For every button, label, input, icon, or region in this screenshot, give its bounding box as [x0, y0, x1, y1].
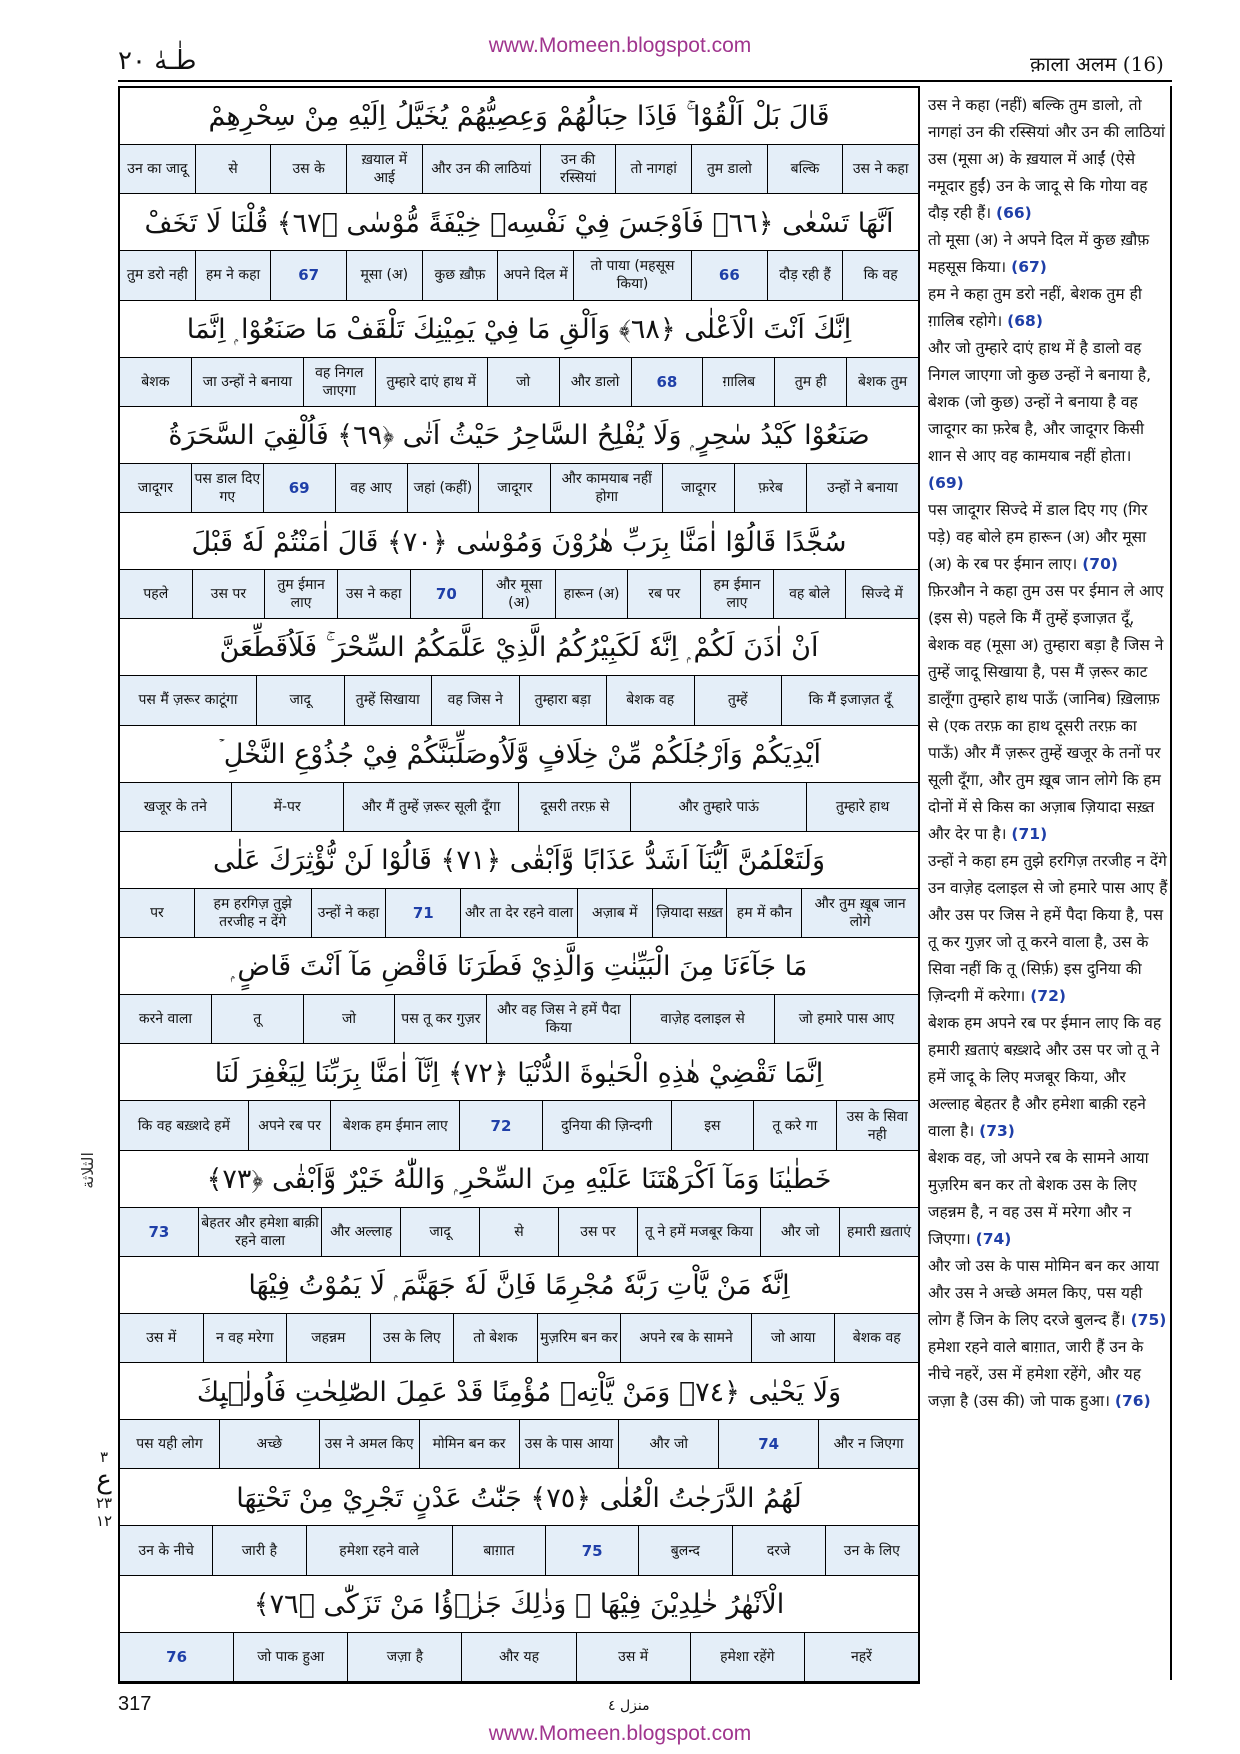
translation-paragraph: [928, 1145, 1168, 1253]
translation-text: फ़िरऔन ने कहा तुम उस पर ईमान ले आए (इस से) पहले कि मैं तुम्हें इजाज़त दूँ, बेशक वह (मूसा अ) तुम्हारा बड़ा है जिस ने तुम्हें जादू सिखाया है, पस मैं ज़रूर काट डालूँगा तुम्हारे हाथ पाऊँ (जानिब) ख़िलाफ़ से (एक तरफ़ का हाथ दूसरी तरफ़ का पाऊँ) और मैं ज़रूर तुम्हें खजूर के तनों पर सूली दूँगा, और तुम ख़ूब जान लोगे कि हम दोनों में से किस का अज़ाब ज़ियादा सख़्त और देर पा है।: [928, 582, 1164, 843]
header-rule: [118, 80, 1172, 82]
word-meaning-cell: बाग़ात: [452, 1526, 545, 1574]
translation-text: हमेशा रहने वाले बाग़ात, जारी हैं उन के नीचे नहरें, उस में हमेशा रहेंगे, और यह जज़ा है (उस की) जो पाक हुआ।: [928, 1338, 1144, 1410]
word-meaning-cell: उस पर: [192, 570, 265, 618]
word-meaning-cell: जो आया: [751, 1314, 835, 1362]
word-meaning-cell: अपने रब पर: [248, 1101, 330, 1149]
arabic-verse-line: سُجَّدًا قَالُوْٓا اٰمَنَّا بِرَبِّ هٰرُوْنَ وَمُوْسٰى ﴿٧٠﴾ قَالَ اٰمَنْتُمْ لَهٗ قَبْلَ: [191, 526, 847, 558]
word-meaning-cell: और न जिएगा: [818, 1420, 918, 1468]
translation-verse-number: (69): [928, 474, 964, 492]
translation-verse-number: (71): [1011, 825, 1048, 843]
translation-text: बेशक हम अपने रब पर ईमान लाए कि वह हमारी ख़ताएं बख़्शदे और उस पर जो तू ने हमें जादू के लिए मजबूर किया, और अल्लाह बेहतर है और हमेशा बाक़ी रहने वाला है।: [928, 1014, 1162, 1140]
word-meaning-cell: पस तू कर गुज़र: [394, 995, 486, 1043]
word-meaning-cell: उस के लिए: [370, 1314, 454, 1362]
word-meaning-cell: उस ने कहा: [337, 570, 410, 618]
word-meaning-row: [120, 782, 918, 832]
verse-number-cell: 74: [718, 1420, 818, 1468]
translation-verse-number: (68): [1007, 312, 1043, 330]
verse-number-cell: 66: [691, 251, 767, 299]
word-meaning-cell: बुलन्द: [638, 1526, 731, 1574]
word-meaning-row: [120, 250, 918, 300]
arabic-verse-line: صَنَعُوْا كَيْدُ سٰحِرٍ ۭ وَلَا يُفْلِحُ السَّاحِرُ حَيْثُ اَتٰى ﴿٦٩﴾ فَاُلْقِيَ السَّحَرَةُ: [168, 419, 870, 451]
word-meaning-cell: तुम डालो: [691, 145, 767, 193]
word-meaning-cell: और मैं तुम्हें ज़रूर सूली दूँगा: [343, 783, 519, 831]
page-number: 317: [118, 1693, 152, 1715]
verse-number-cell: 73: [148, 1222, 170, 1241]
word-meaning-cell: हम ईमान लाए: [700, 570, 773, 618]
word-meaning-row: [120, 888, 918, 938]
word-meaning-cell: दरजे: [732, 1526, 825, 1574]
word-meaning-cell: जादू: [256, 676, 344, 724]
word-meaning-cell: तुम्हारे हाथ: [806, 783, 918, 831]
word-meaning-cell: पर: [150, 904, 164, 921]
word-meaning-cell: वह जिस ने: [431, 676, 519, 724]
word-meaning-row: [120, 569, 918, 619]
word-meaning-cell: बेहतर और हमेशा बाक़ी रहने वाला: [198, 1208, 321, 1256]
word-meaning-cell: तुम्हारे दाएं हाथ में: [375, 358, 487, 406]
word-meaning-cell: हारून (अ): [555, 570, 628, 618]
word-meaning-cell: जादूगर: [478, 464, 550, 512]
arabic-verse-line: اِنَّمَا تَقْضِيْ هٰذِهِ الْحَيٰوةَ الدُّنْيَا ﴿٧٢﴾ اِنَّآ اٰمَنَّا بِرَبِّنَا لِيَغْفِرَ لَنَا: [214, 1057, 824, 1089]
arabic-verse-line: خَطٰيٰنَا وَمَآ اَكْرَهْتَنَا عَلَيْهِ مِنَ السِّحْرِ ۭ وَاللّٰهُ خَيْرٌ وَّاَبْقٰى ﴿٧٣﴾: [206, 1163, 832, 1195]
surah-header: طٰـهٰ ٢٠: [118, 46, 197, 76]
verse-number-cell: 69: [263, 464, 335, 512]
translation-verse-number: (67): [1011, 258, 1047, 276]
arabic-word-by-word-panel: [118, 86, 920, 1684]
verse-number-cell: 71: [385, 889, 460, 937]
translation-verse-number: (66): [996, 204, 1032, 222]
site-url-bottom[interactable]: www.Momeen.blogspot.com: [488, 1722, 752, 1745]
word-meaning-cell: जादू: [400, 1208, 479, 1256]
word-meaning-cell: मुज़रिम बन कर: [537, 1314, 621, 1362]
word-meaning-cell: उस में: [146, 1330, 177, 1347]
word-meaning-cell: और कामयाब नहीं होगा: [550, 464, 662, 512]
word-meaning-cell: तुम्हें सिखाया: [344, 676, 432, 724]
translation-paragraph: [928, 497, 1168, 578]
word-meaning-cell: और वह जिस ने हमें पैदा किया: [486, 995, 630, 1043]
hizb-marker: الثلاثة: [78, 1152, 97, 1189]
word-meaning-cell: उन के लिए: [825, 1526, 918, 1574]
verse-number-cell: 76: [166, 1647, 188, 1666]
word-meaning-cell: उस पर: [558, 1208, 637, 1256]
arabic-verse-line: اِنَّهٗ مَنْ يَّاْتِ رَبَّهٗ مُجْرِمًا فَاِنَّ لَهٗ جَهَنَّمَ ۭ لَا يَمُوْتُ فِيْهَا: [248, 1269, 790, 1301]
word-meaning-cell: नहरें: [804, 1633, 918, 1681]
arabic-verse-line: قَالَ بَلْ اَلْقُوْا ۚ فَاِذَا حِبَالُهُمْ وَعِصِيُّهُمْ يُخَيَّلُ اِلَيْهِ مِنْ سِحْرِهِمْ: [208, 101, 830, 132]
word-meaning-cell: खजूर के तने: [143, 798, 207, 815]
word-meaning-cell: तू ने हमें मजबूर किया: [637, 1208, 760, 1256]
ruku-sign: ع: [96, 1465, 112, 1495]
word-meaning-cell: बेशक हम ईमान लाए: [330, 1101, 459, 1149]
word-meaning-row: [120, 463, 918, 513]
word-meaning-cell: और मूसा (अ): [482, 570, 555, 618]
word-meaning-row: [120, 994, 918, 1044]
translation-verse-number: (75): [1130, 1311, 1167, 1329]
word-meaning-cell: बेशक तुम: [846, 358, 918, 406]
word-meaning-cell: जारी है: [212, 1526, 305, 1574]
verse-number-cell: 72: [459, 1101, 541, 1149]
word-meaning-cell: पस मैं ज़रूर काटूंगा: [138, 692, 238, 709]
word-meaning-row: [120, 144, 918, 194]
word-meaning-cell: बल्कि: [767, 145, 843, 193]
word-meaning-cell: जो हमारे पास आए: [774, 995, 918, 1043]
word-meaning-cell: कि वह: [842, 251, 918, 299]
word-meaning-cell: पहले: [143, 586, 169, 603]
translation-verse-number: (73): [979, 1122, 1015, 1140]
word-meaning-cell: उन्हों ने कहा: [311, 889, 386, 937]
word-meaning-cell: मोमिन बन कर: [419, 1420, 519, 1468]
word-meaning-cell: हम में कौन: [726, 889, 801, 937]
word-meaning-cell: उस के पास आया: [519, 1420, 619, 1468]
word-meaning-cell: अच्छे: [219, 1420, 319, 1468]
translation-paragraph: [928, 1334, 1168, 1415]
translation-verse-number: (70): [1082, 555, 1118, 573]
word-meaning-cell: तुम ईमान लाए: [264, 570, 337, 618]
word-meaning-cell: पस यही लोग: [136, 1436, 203, 1453]
word-meaning-cell: बेशक: [141, 373, 170, 390]
word-meaning-cell: तुम डरो नही: [126, 267, 188, 284]
translation-paragraph: [928, 281, 1168, 335]
arabic-verse-line: وَلَتَعْلَمُنَّ اَيُّنَآ اَشَدُّ عَذَابًا وَّاَبْقٰى ﴿٧١﴾ قَالُوْا لَنْ نُّؤْثِرَكَ عَلٰى: [212, 845, 826, 877]
word-meaning-row: [120, 1100, 918, 1150]
word-meaning-cell: बेशक वह: [834, 1314, 918, 1362]
word-meaning-cell: हम हरगिज़ तुझे तरजीह न देंगे: [194, 889, 311, 937]
word-meaning-cell: हमेशा रहने वाले: [306, 1526, 452, 1574]
word-meaning-cell: हम ने कहा: [195, 251, 271, 299]
word-meaning-row: [120, 1419, 918, 1469]
word-meaning-cell: दौड़ रही हैं: [767, 251, 843, 299]
word-meaning-cell: और ता देर रहने वाला: [460, 889, 577, 937]
translation-text: और जो तुम्हारे दाएं हाथ में है डालो वह निगल जाएगा जो कुछ उन्हों ने बनाया है, बेशक (जो कुछ) उन्हों ने बनाया है वह जादूगर का फ़रेब है, और जादूगर किसी शान से आए वह कामयाब नहीं होता।: [928, 339, 1152, 465]
word-meaning-cell: सिज्दे में: [845, 570, 918, 618]
word-meaning-cell: करने वाला: [138, 1011, 193, 1028]
verse-number-cell: 70: [410, 570, 483, 618]
para-header: क़ाला अलम (16): [1030, 52, 1164, 76]
translation-paragraph: [928, 227, 1168, 281]
word-meaning-cell: तुम ही: [774, 358, 846, 406]
word-meaning-cell: तू: [211, 995, 303, 1043]
word-meaning-cell: ग़ालिब: [702, 358, 774, 406]
translation-rule: [1170, 86, 1172, 1680]
ruku-bottom-number: ١٢: [95, 1512, 113, 1530]
word-meaning-cell: वाज़ेह दलाइल से: [630, 995, 774, 1043]
word-meaning-cell: जादूगर: [662, 464, 734, 512]
word-meaning-row: [120, 357, 918, 407]
word-meaning-row: [120, 1525, 918, 1575]
word-meaning-cell: वह निगल जाएगा: [303, 358, 375, 406]
verse-number-cell: 75: [545, 1526, 638, 1574]
translation-text: हम ने कहा तुम डरो नहीं, बेशक तुम ही ग़ालिब रहोगे।: [928, 285, 1142, 330]
verse-number-cell: 68: [631, 358, 703, 406]
translation-verse-number: (76): [1114, 1392, 1151, 1410]
word-meaning-cell: तो बेशक: [453, 1314, 537, 1362]
word-meaning-cell: उस में: [576, 1633, 690, 1681]
word-meaning-cell: अपने दिल में: [497, 251, 573, 299]
word-meaning-cell: उन्हों ने बनाया: [806, 464, 918, 512]
translation-text: बेशक वह, जो अपने रब के सामने आया मुज़रिम बन कर तो बेशक उस के लिए जहन्नम है, न वह उस में मरेगा और न जिएगा।: [928, 1149, 1149, 1248]
translation-paragraph: [928, 1253, 1168, 1334]
arabic-verse-line: الْاَنْهٰرُ خٰلِدِيْنَ فِيْهَا ۭ وَذٰلِكَ جَزٰۗؤُا مَنْ تَزَكّٰى ﴿٧٦﴾: [253, 1589, 785, 1621]
word-meaning-cell: कि मैं इजाज़त दूँ: [781, 676, 918, 724]
translation-text: उन्हों ने कहा हम तुझे हरगिज़ तरजीह न देंगे उन वाज़ेह दलाइल से जो हमारे पास आए हैं और उस पर जिस ने हमें पैदा किया है, पस तू कर गुज़र जो तू करने वाला है, उस के सिवा नहीं कि तू (सिर्फ़) इस दुनिया की ज़िन्दगी में करेगा।: [928, 852, 1168, 1005]
translation-paragraph: [928, 335, 1168, 497]
arabic-verse-line: وَلَا يَحْيٰى ﴿٧٤﴾ وَمَنْ يَّاْتِهٖ مُؤْمِنًا قَدْ عَمِلَ الصّٰلِحٰتِ فَاُولٰۗىِٕكَ: [196, 1376, 842, 1408]
word-meaning-cell: और डालो: [559, 358, 631, 406]
word-meaning-cell: जा उन्हों ने बनाया: [191, 358, 303, 406]
ruku-middle-number: ٢٣: [95, 1494, 113, 1512]
word-meaning-cell: रब पर: [627, 570, 700, 618]
word-meaning-cell: से: [479, 1208, 558, 1256]
word-meaning-cell: वह आए: [335, 464, 407, 512]
word-meaning-cell: और उन की लाठियां: [422, 145, 540, 193]
word-meaning-cell: उन का जादू: [127, 161, 188, 178]
word-meaning-cell: में-पर: [231, 783, 343, 831]
word-meaning-cell: उस के सिवा नही: [836, 1101, 918, 1149]
word-meaning-cell: उस ने अमल किए: [319, 1420, 419, 1468]
word-meaning-cell: जहन्नम: [286, 1314, 370, 1362]
word-meaning-cell: और यह: [461, 1633, 575, 1681]
word-meaning-cell: तुम्हें: [694, 676, 782, 724]
arabic-verse-line: اَنْ اٰذَنَ لَكُمْ ۭ اِنَّهٗ لَكَبِيْرُكُمُ الَّذِيْ عَلَّمَكُمُ السِّحْرَ ۚ فَلَاُقَطِّعَنَّ: [219, 632, 819, 664]
word-meaning-cell: उस के: [270, 145, 346, 193]
word-meaning-cell: और अल्लाह: [321, 1208, 400, 1256]
translation-panel: [916, 86, 1172, 1680]
translation-paragraph: [928, 848, 1168, 1010]
word-meaning-cell: और तुम्हारे पाऊं: [630, 783, 806, 831]
word-meaning-cell: मूसा (अ): [346, 251, 422, 299]
translation-paragraph: [928, 578, 1168, 848]
word-meaning-cell: और जो: [760, 1208, 839, 1256]
word-meaning-cell: जज़ा है: [347, 1633, 461, 1681]
word-meaning-cell: और जो: [618, 1420, 718, 1468]
manzil-marker: منزل ٤: [608, 1698, 650, 1714]
word-meaning-cell: उन की रस्सियां: [540, 145, 616, 193]
word-meaning-cell: अपने रब के सामने: [620, 1314, 751, 1362]
translation-paragraph: [928, 92, 1168, 227]
word-meaning-cell: न वह मरेगा: [203, 1314, 287, 1362]
translation-text: उस ने कहा (नहीं) बल्कि तुम डालो, तो नागहां उन की रस्सियां और उन की लाठियां उस (मूसा अ) के ख़याल में आईं (ऐसे नमूदार हुईं) उन के जादू से कि गोया वह दौड़ रही हैं।: [928, 96, 1165, 222]
ruku-top-number: ٣: [99, 1448, 109, 1466]
word-meaning-cell: और तुम ख़ूब जान लोगे: [801, 889, 918, 937]
word-meaning-cell: ख़याल में आई: [346, 145, 422, 193]
word-meaning-cell: हमारी ख़ताएं: [839, 1208, 918, 1256]
word-meaning-row: [120, 1313, 918, 1363]
translation-text: तो मूसा (अ) ने अपने दिल में कुछ ख़ौफ़ महसूस किया।: [928, 231, 1150, 276]
word-meaning-cell: कि वह बख़्शदे हमें: [137, 1117, 230, 1134]
word-meaning-cell: जो पाक हुआ: [233, 1633, 347, 1681]
word-meaning-cell: अज़ाब में: [577, 889, 652, 937]
word-meaning-cell: हमेशा रहेंगे: [690, 1633, 804, 1681]
arabic-verse-line: اِنَّكَ اَنْتَ الْاَعْلٰى ﴿٦٨﴾ وَاَلْقِ مَا فِيْ يَمِيْنِكَ تَلْقَفْ مَا صَنَعُوْا ۭ اِنَّمَا: [186, 313, 852, 345]
word-meaning-row: [120, 1207, 918, 1257]
word-meaning-cell: वह बोले: [773, 570, 846, 618]
word-meaning-cell: उन के नीचे: [138, 1542, 194, 1559]
word-meaning-cell: इस: [671, 1101, 753, 1149]
word-meaning-row: [120, 1632, 918, 1682]
word-meaning-cell: जो: [487, 358, 559, 406]
arabic-verse-line: اَيْدِيَكُمْ وَاَرْجُلَكُمْ مِّنْ خِلَافٍ وَّلَاُوصَلِّبَنَّكُمْ فِيْ جُذُوْعِ النَّخْلِ ۡ: [217, 738, 821, 770]
word-meaning-cell: तुम्हारा बड़ा: [519, 676, 607, 724]
word-meaning-cell: तो पाया (महसूस किया): [573, 251, 691, 299]
arabic-verse-line: مَا جَآءَنَا مِنَ الْبَيِّنٰتِ وَالَّذِيْ فَطَرَنَا فَاقْضِ مَآ اَنْتَ قَاضٍ ۭ: [230, 951, 808, 983]
word-meaning-cell: कुछ ख़ौफ़: [422, 251, 498, 299]
site-url-top[interactable]: www.Momeen.blogspot.com: [488, 34, 752, 57]
word-meaning-cell: ज़ियादा सख़्त: [652, 889, 727, 937]
word-meaning-cell: उस ने कहा: [842, 145, 918, 193]
word-meaning-cell: फ़रेब: [734, 464, 806, 512]
translation-paragraph: [928, 1010, 1168, 1145]
ruku-marker: [90, 1448, 118, 1530]
translation-text: पस जादूगर सिज्दे में डाल दिए गए (गिर पड़े) वह बोले हम हारून (अ) और मूसा (अ) के रब पर ईमान लाए।: [928, 501, 1148, 573]
word-meaning-cell: बेशक वह: [606, 676, 694, 724]
word-meaning-cell: से: [195, 145, 271, 193]
word-meaning-cell: दुनिया की ज़िन्दगी: [542, 1101, 671, 1149]
word-meaning-cell: जो: [303, 995, 395, 1043]
word-meaning-cell: जादूगर: [137, 479, 173, 496]
word-meaning-cell: तो नागहां: [615, 145, 691, 193]
arabic-verse-line: اَنَّهَا تَسْعٰى ﴿٦٦﴾ فَاَوْجَسَ فِيْ نَفْسِهٖ خِيْفَةً مُّوْسٰى ﴿٦٧﴾ قُلْنَا لَا تَخَفْ: [144, 207, 894, 239]
translation-verse-number: (74): [975, 1230, 1012, 1248]
word-meaning-row: [120, 675, 918, 725]
word-meaning-cell: पस डाल दिए गए: [191, 464, 263, 512]
word-meaning-cell: तू करे गा: [753, 1101, 835, 1149]
translation-text: और जो उस के पास मोमिन बन कर आया और उस ने अच्छे अमल किए, पस यही लोग हैं जिन के लिए दरजे बुलन्द हैं।: [928, 1257, 1160, 1329]
word-meaning-cell: जहां (कहीं): [407, 464, 479, 512]
arabic-verse-line: لَهُمُ الدَّرَجٰتُ الْعُلٰى ﴿٧٥﴾ جَنّٰتُ عَدْنٍ تَجْرِيْ مِنْ تَحْتِهَا: [236, 1482, 802, 1514]
verse-number-cell: 67: [270, 251, 346, 299]
translation-verse-number: (72): [1030, 987, 1066, 1005]
word-meaning-cell: दूसरी तरफ़ से: [518, 783, 630, 831]
